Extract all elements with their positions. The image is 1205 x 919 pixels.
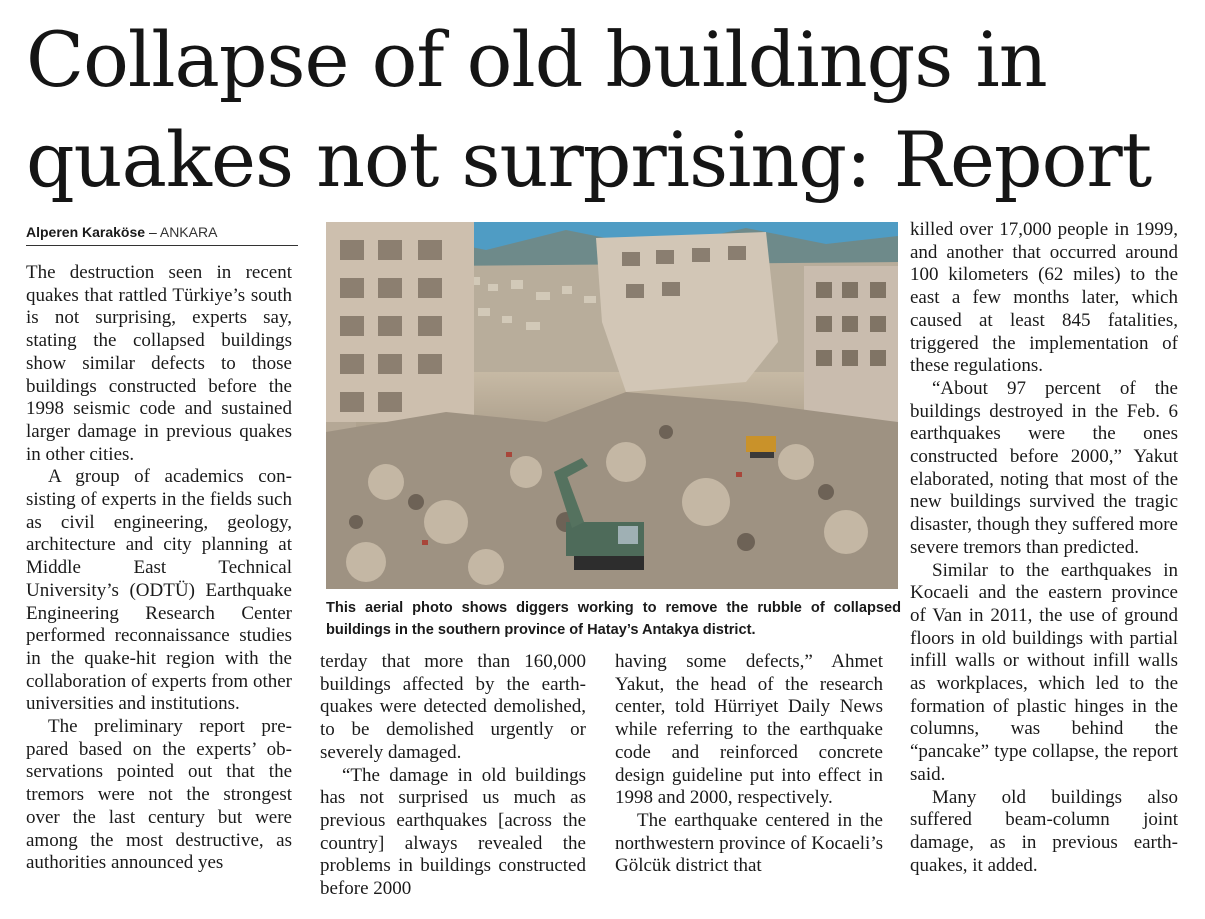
paragraph-7: Similar to the earthquakes in Kocaeli and the eastern province of Van in 2011, the use of ground floors in old buildings with partial infill walls or without infill walls as workplaces, which led to the formation of plastic hinges in the columns, was behind the “pancake” type collapse, the report said. [910, 559, 1178, 785]
byline [26, 222, 298, 246]
headline-line-2: quakes not surprising: Report [26, 115, 1152, 204]
paragraph-5-end: killed over 17,000 people in 1999, and another that occurred around 100 kilometers (62 miles) to the east a few months later, which caused at least 845 fatalities, triggered the implementation of these regulations. [910, 219, 1178, 377]
photo-caption: This aerial photo shows diggers working to remove the rubble of collapsed buildings in the southern province of Hatay’s Antakya district. [326, 600, 901, 638]
byline-author: Alperen Karaköse [26, 224, 146, 240]
paragraph-1: The destruction seen in recent quakes that rattled Türkiye’s south is not surprising, experts say, stating the collapsed buildings show similar defects to those buildings constructed before the 1998 seismic code and sustained larger damage in previous quakes in other cities. [26, 262, 292, 465]
paragraph-6: “About 97 percent of the buildings destroyed in the Feb. 6 earthquakes were the ones constructed before 2000,” Yakut elaborated, noting that most of the new buildings survived the tragic disaster, though they suffered more severe tremors than predicted. [910, 377, 1178, 558]
paragraph-5-start: The earthquake centered in the northwestern province of Kocaeli’s Gölcük district that [615, 809, 883, 877]
rubble-photo-illustration [326, 222, 898, 589]
article-column-2 [320, 651, 586, 901]
byline-location: ANKARA [159, 224, 218, 240]
article-column-4 [910, 219, 1178, 877]
article-column-3 [615, 651, 883, 878]
article-column-1 [26, 262, 292, 875]
paragraph-2: A group of academics consisting of experts in the fields such as civil engineering, geology, architecture and city planning at Middle East Technical University’s (ODTÜ) Earthquake Engineering Research Center performed reconnaissance studies in the quake-hit region with the collaboration of experts from other universities and institutions. [26, 466, 292, 715]
news-photo [326, 222, 898, 589]
paragraph-8: Many old buildings also suffered beam-column joint damage, as in previous earthquakes, it added. [910, 786, 1178, 876]
headline-line-1: Collapse of old buildings in [26, 15, 1047, 104]
byline-separator: – [145, 224, 160, 240]
paragraph-3-end: terday that more than 160,000 buildings affected by the earthquakes were detected demolished, to be demolished urgently or severely damaged. [320, 651, 586, 763]
paragraph-3-start: The preliminary report prepared based on the experts’ observations pointed out that the tremors were not the strongest over the last century but were among the most destructive, as authorities announced yes [26, 716, 292, 874]
headline [26, 10, 1196, 210]
paragraph-4-end: having some defects,” Ahmet Yakut, the head of the research center, told Hürriyet Daily News while referring to the earthquake code and reinforced concrete design guideline put into effect in 1998 and 2000, respectively. [615, 651, 883, 809]
paragraph-4-start: “The damage in old buildings has not surprised us much as previous earthquakes [across the country] always revealed the problems in buildings constructed before 2000 [320, 764, 586, 900]
